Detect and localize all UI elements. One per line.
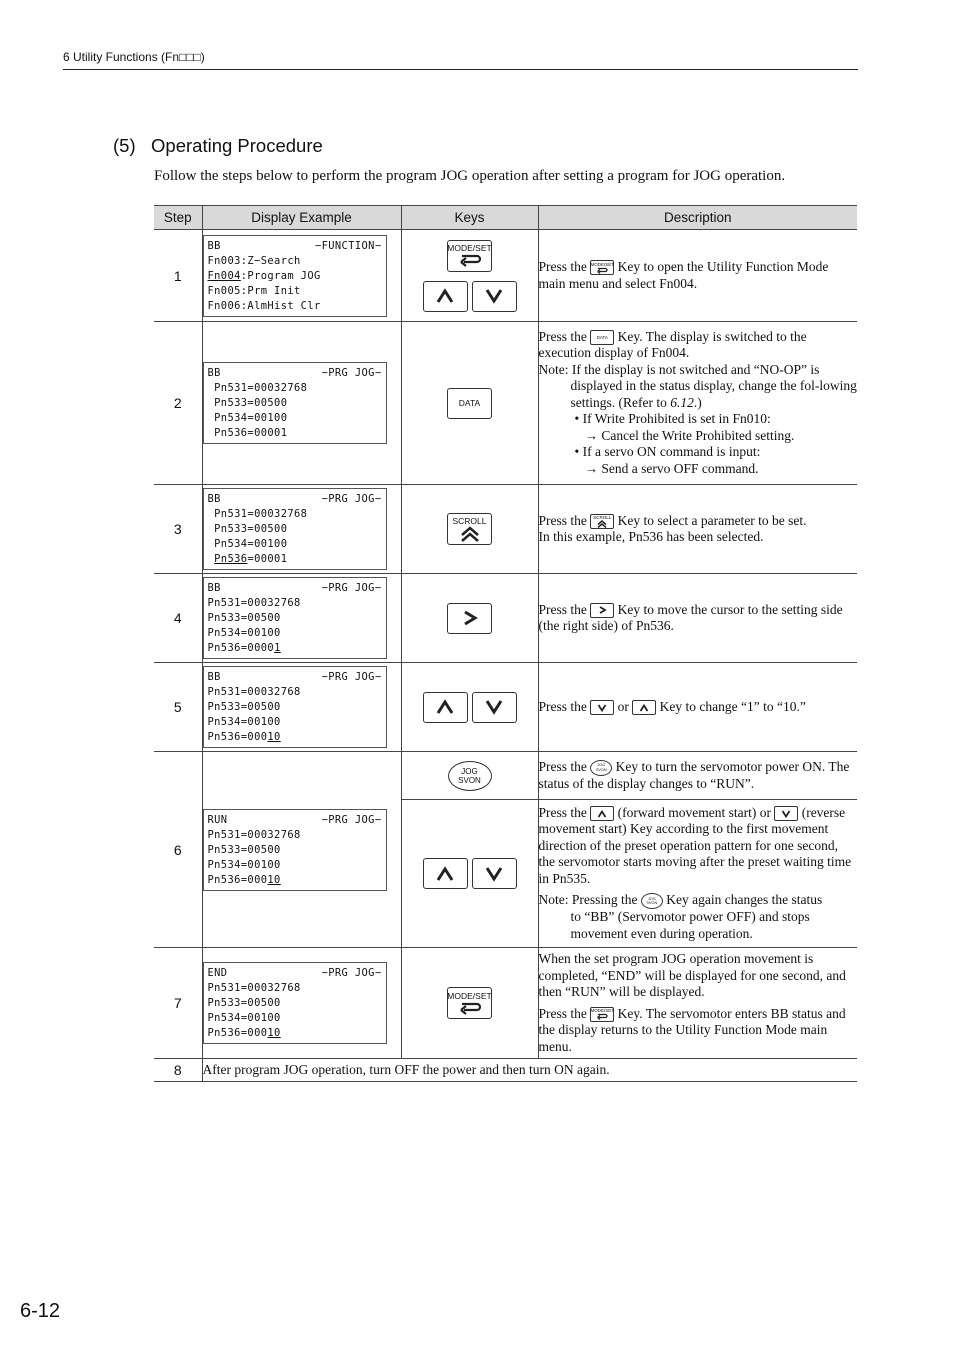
step-description: When the set program JOG operation movement is completed, “END” will be displayed for one second, and then “RUN” will be displayed. — [538, 951, 846, 999]
right-key-inline — [590, 603, 614, 618]
header-keys: Keys — [401, 206, 538, 230]
desc-text: Press the — [538, 1005, 587, 1021]
lcd-line: Pn536=000 — [207, 873, 268, 886]
lcd-display — [203, 488, 387, 570]
step-description — [539, 259, 858, 292]
down-key-inline — [774, 806, 798, 821]
down-key[interactable] — [472, 281, 517, 312]
desc-text: Press the — [538, 328, 587, 344]
data-key[interactable] — [447, 388, 492, 419]
lcd-display — [203, 666, 387, 748]
header-display-example: Display Example — [202, 206, 401, 230]
down-chevron-icon — [781, 810, 791, 818]
lcd-line: Fn005:Prm Init — [207, 284, 301, 297]
desc-text: Press the — [538, 758, 587, 774]
down-key[interactable] — [472, 692, 517, 723]
note-text: Note: If the display is not switched and “NO-OP” is — [538, 361, 820, 377]
lcd-line: Pn533=00500 — [207, 612, 281, 624]
up-chevron-icon — [435, 288, 455, 304]
lcd-status: BB — [207, 367, 221, 379]
table-row — [154, 752, 857, 800]
key-label: MODE/SET — [447, 243, 492, 253]
lcd-mode: −FUNCTION− — [314, 239, 382, 252]
mode-set-key-inline — [590, 260, 614, 275]
key-label: SVON — [595, 767, 607, 772]
lcd-line: Pn531=00032768 — [207, 982, 301, 994]
lcd-line: Pn531=00032768 — [207, 686, 301, 698]
key-label: DATA — [596, 335, 608, 341]
enter-arrow-icon — [595, 267, 609, 274]
right-chevron-icon — [461, 609, 479, 627]
lcd-cursor: Fn004 — [207, 269, 241, 282]
desc-text: Press the — [538, 512, 587, 528]
key-label: DATA — [458, 397, 481, 408]
desc-text: Press the — [538, 259, 587, 274]
down-chevron-icon — [484, 866, 504, 882]
down-chevron-icon — [484, 288, 504, 304]
lcd-mode: −PRG JOG− — [321, 813, 382, 826]
step-number: 1 — [154, 230, 202, 322]
key-label: SCROLL — [593, 514, 612, 520]
lcd-status: RUN — [207, 813, 228, 826]
up-key-inline — [632, 700, 656, 715]
note-text — [539, 892, 858, 909]
lcd-line: Pn534=00100 — [207, 858, 281, 871]
lcd-mode: −PRG JOG− — [321, 582, 382, 594]
key-label: JOG — [647, 896, 656, 901]
key-label: JOG — [461, 766, 478, 776]
up-chevron-icon — [597, 810, 607, 818]
lcd-line: Pn533=00500 — [207, 843, 281, 856]
note-continuation — [539, 378, 858, 411]
lcd-cursor: 10 — [267, 873, 281, 886]
note-continuation: to “BB” (Servomotor power OFF) and stops movement even during operation. — [570, 909, 810, 941]
desc-text: (reverse movement start) Key according to the first movement direction of the preset operation pattern for one second, the servomotor starts moving after the preset waiting time in Pn535. — [538, 804, 852, 886]
step-description — [539, 699, 858, 716]
desc-text: or — [617, 698, 629, 714]
lcd-line: Pn531=00032768 — [207, 508, 308, 520]
desc-text: Note: Pressing the — [538, 892, 638, 908]
lcd-line: Pn531=00032768 — [207, 597, 301, 609]
lcd-cursor: 1 — [274, 642, 281, 654]
up-chevron-icon — [639, 704, 649, 712]
key-label: MODE/SET — [590, 1008, 615, 1014]
data-key-inline — [590, 330, 614, 345]
step-number: 5 — [154, 663, 202, 752]
step-description — [539, 602, 858, 635]
desc-text: (forward movement start) or — [617, 804, 771, 820]
up-key[interactable] — [423, 281, 468, 312]
table-header-row — [154, 206, 857, 230]
lcd-cursor: Pn536 — [214, 553, 248, 565]
lcd-line: Pn533=00500 — [207, 997, 281, 1009]
lcd-line: Pn534=00100 — [207, 1012, 281, 1024]
lcd-mode: −PRG JOG− — [321, 671, 382, 683]
double-up-chevron-icon — [459, 526, 481, 542]
note-reference: 6.12 — [670, 394, 694, 410]
lcd-line: Pn534=00100 — [207, 716, 281, 728]
mode-set-key-inline — [590, 1007, 614, 1022]
table-row — [154, 230, 857, 322]
enter-arrow-icon — [458, 1001, 482, 1015]
double-up-chevron-icon — [596, 520, 608, 528]
key-label: SVON — [646, 901, 658, 906]
note-action: → Send a servo OFF command. — [584, 460, 759, 476]
section-title: (5) Operating Procedure — [113, 135, 323, 156]
right-chevron-icon — [598, 605, 607, 615]
lcd-mode: −PRG JOG− — [321, 493, 382, 505]
up-key-inline — [590, 806, 614, 821]
lcd-line: Pn534=00100 — [207, 627, 281, 639]
lcd-display — [203, 577, 387, 659]
lcd-line: Pn536=0000 — [207, 642, 275, 654]
lcd-line: =00001 — [247, 553, 288, 565]
down-chevron-icon — [484, 699, 504, 715]
lcd-status: BB — [207, 493, 221, 505]
key-label: JOG — [597, 763, 606, 768]
step-description — [539, 1006, 858, 1056]
lcd-line: Pn536=000 — [207, 731, 268, 743]
lcd-cursor: 10 — [267, 1027, 281, 1039]
page-number: 6-12 — [20, 1300, 61, 1322]
desc-text: .) — [693, 394, 702, 410]
step-number: 3 — [154, 485, 202, 574]
table-row — [154, 663, 857, 752]
desc-text: Key. The servomotor enters BB status and the display returns to the Utility Function Mode main menu. — [538, 1005, 846, 1054]
intro-text: Follow the steps below to perform the program JOG operation after setting a program for JOG operation. — [154, 168, 786, 184]
step-description — [539, 759, 858, 792]
enter-arrow-icon — [458, 253, 482, 267]
right-key[interactable] — [447, 603, 492, 634]
lcd-mode: −PRG JOG− — [321, 967, 382, 979]
lcd-display — [203, 809, 387, 891]
lcd-line: Fn003:Z−Search — [207, 254, 301, 267]
up-chevron-icon — [435, 699, 455, 715]
lcd-cursor: 10 — [267, 731, 281, 743]
lcd-line: Pn533=00500 — [207, 701, 281, 713]
up-chevron-icon — [435, 866, 455, 882]
desc-text: In this example, Pn536 has been selected. — [538, 529, 764, 544]
note-bullet: • If Write Prohibited is set in Fn010: — [574, 411, 771, 427]
down-key-inline — [590, 700, 614, 715]
down-chevron-icon — [597, 704, 607, 712]
header-rule — [63, 69, 858, 70]
lcd-status: END — [207, 967, 228, 979]
step-number: 8 — [154, 1059, 202, 1082]
lcd-line: Pn536=00001 — [207, 427, 288, 439]
lcd-mode: −PRG JOG− — [321, 367, 382, 379]
operating-procedure-table — [154, 205, 857, 1082]
jog-svon-key-inline — [641, 893, 663, 909]
lcd-display — [203, 362, 387, 444]
desc-text: Press the — [538, 698, 587, 714]
lcd-status: BB — [207, 671, 221, 683]
desc-text: Key. The display is switched to the execution display of Fn004. — [538, 328, 807, 361]
desc-text: displayed in the status display, change the fol-lowing settings. (Refer to — [570, 378, 857, 410]
desc-text: Key again changes the status — [666, 892, 823, 908]
table-row — [154, 322, 857, 485]
lcd-line: Fn006:AlmHist Clr — [207, 299, 321, 312]
lcd-line: Pn534=00100 — [207, 412, 288, 424]
key-label: MODE/SET — [590, 261, 615, 267]
lcd-display — [203, 962, 387, 1044]
key-label: SVON — [458, 775, 481, 785]
desc-text: Key to change “1” to “10.” — [659, 698, 806, 714]
step-number: 7 — [154, 948, 202, 1059]
step-description: After program JOG operation, turn OFF the power and then turn ON again. — [202, 1059, 857, 1082]
lcd-line: Pn534=00100 — [207, 538, 288, 550]
running-head: 6 Utility Functions (Fn□□□) — [63, 50, 205, 64]
header-step: Step — [154, 206, 202, 230]
desc-text: Press the — [538, 601, 587, 617]
table-row — [154, 574, 857, 663]
mode-set-key[interactable] — [447, 987, 492, 1019]
step-description — [539, 513, 858, 530]
key-label: MODE/SET — [447, 990, 492, 1001]
step-number: 4 — [154, 574, 202, 663]
lcd-line: Pn533=00500 — [207, 523, 288, 535]
step-number: 2 — [154, 322, 202, 485]
step-description — [539, 329, 858, 362]
desc-text: Key to move the cursor to the setting side (the right side) of Pn536. — [538, 601, 843, 633]
lcd-status: BB — [207, 582, 221, 594]
step-description — [539, 805, 858, 888]
lcd-status: BB — [207, 239, 221, 252]
lcd-line: :Program JOG — [240, 269, 321, 282]
step-number: 6 — [154, 752, 202, 948]
lcd-line: Pn536=000 — [207, 1027, 268, 1039]
desc-text: Key to select a parameter to be set. — [617, 512, 807, 528]
lcd-line: Pn531=00032768 — [207, 382, 308, 394]
desc-text: Press the — [538, 804, 587, 820]
jog-svon-key[interactable] — [448, 761, 492, 791]
table-row — [154, 948, 857, 1059]
lcd-display — [203, 235, 387, 317]
lcd-line: Pn531=00032768 — [207, 828, 301, 841]
enter-arrow-icon — [595, 1013, 609, 1020]
desc-text: Key to open the Utility Function Mode main menu and select Fn004. — [538, 259, 829, 291]
key-label: SCROLL — [452, 515, 487, 526]
desc-text: Key to turn the servomotor power ON. The status of the display changes to “RUN”. — [538, 758, 850, 791]
jog-svon-key-inline — [590, 760, 612, 776]
lcd-line: Pn533=00500 — [207, 397, 288, 409]
up-key[interactable] — [423, 858, 468, 889]
scroll-key-inline — [590, 514, 614, 529]
table-row — [154, 485, 857, 574]
header-description: Description — [538, 206, 857, 230]
table-row — [154, 1059, 857, 1082]
note-action: → Cancel the Write Prohibited setting. — [584, 427, 795, 443]
scroll-key[interactable] — [447, 513, 492, 545]
down-key[interactable] — [472, 858, 517, 889]
up-key[interactable] — [423, 692, 468, 723]
mode-set-key[interactable] — [447, 240, 492, 272]
note-bullet: • If a servo ON command is input: — [574, 444, 761, 460]
